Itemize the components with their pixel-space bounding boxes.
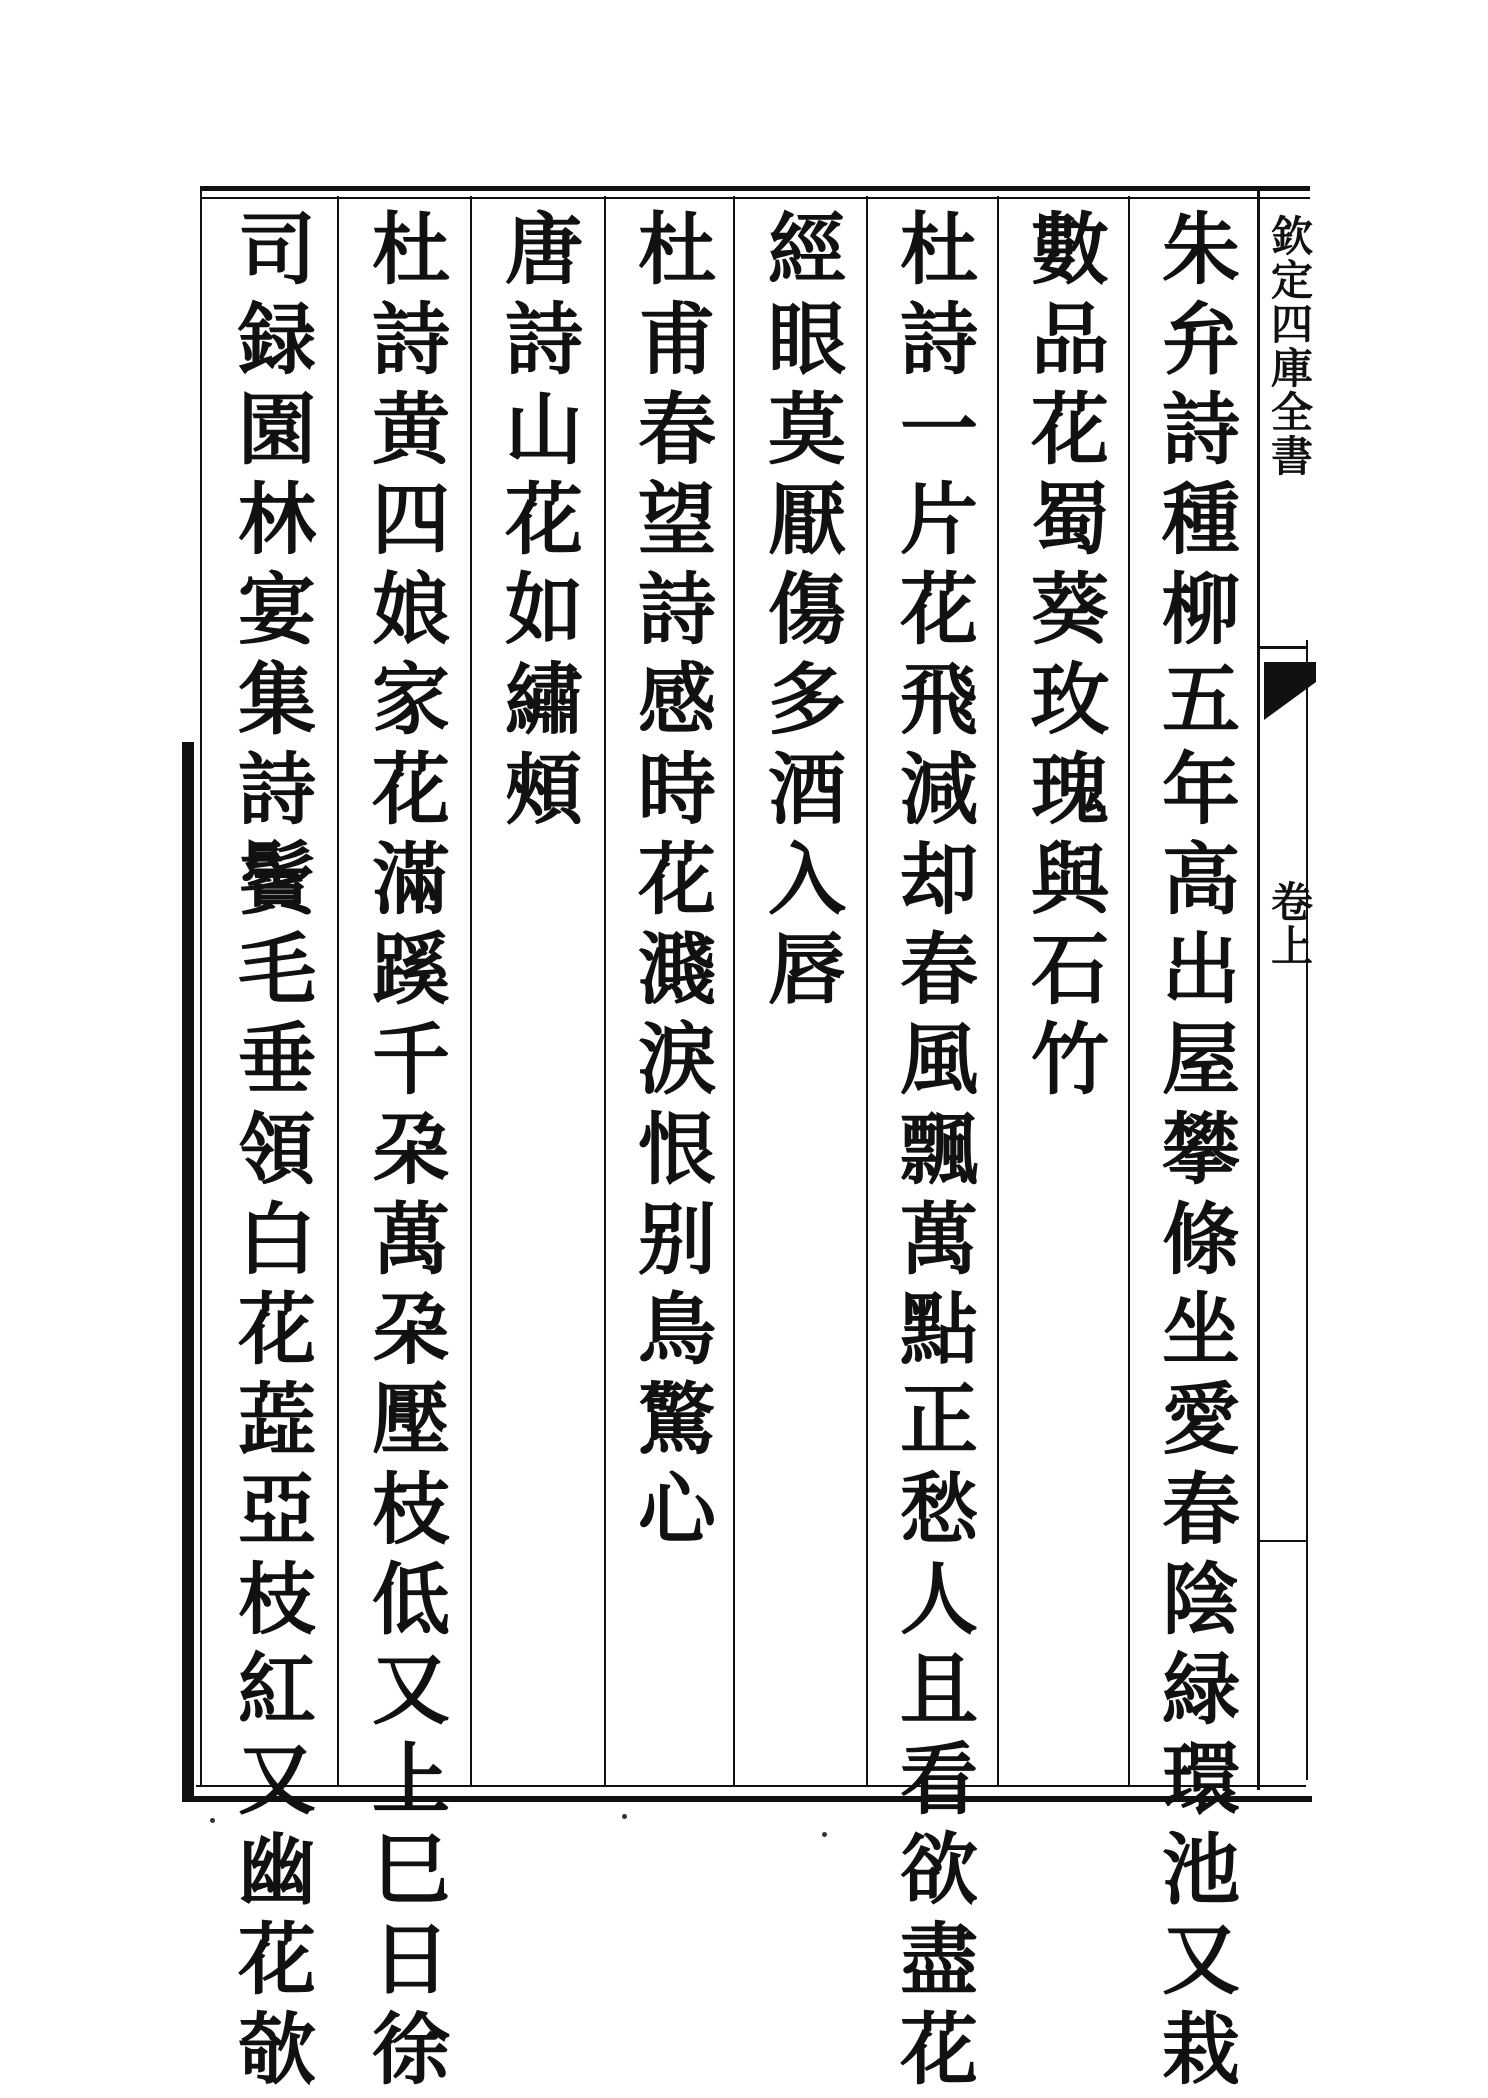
text-column-1 [1134,208,1254,2098]
margin-divider [1258,646,1308,649]
column-text: 唐詩山花如繡頰 [492,208,583,838]
fish-tail-icon [1264,662,1316,720]
column-text: 司録園林宴集詩鬢毛垂領白花蕋亞枝紅又幽花欹 [225,208,316,2098]
column-rule [337,196,339,1786]
column-text: 杜甫春望詩感時花濺淚恨别鳥驚心 [625,208,716,1558]
frame-left-inner-line [200,186,202,1786]
margin-title-text: 欽定四庫全書 [1265,214,1314,478]
frame-top-line-thin [200,197,1310,199]
column-text: 數品花蜀葵玫瑰與石竹 [1018,208,1109,1108]
text-column-4 [740,208,860,1018]
column-rule [733,196,735,1786]
column-text: 杜詩一片花飛減却春風飄萬點正愁人且看欲盡花 [887,208,978,2098]
column-text: 朱弁詩種柳五年高出屋攀條坐愛春陰緑環池又栽 [1149,208,1240,2098]
column-rule [997,196,999,1786]
frame-left-line [182,742,194,1802]
frame-top-line [200,186,1310,191]
column-rule [1128,196,1130,1786]
margin-volume [1262,880,1316,968]
ink-speck [822,1832,827,1837]
column-rule [866,196,868,1786]
column-text: 杜詩黄四娘家花滿蹊千朶萬朶壓枝低又上巳日徐 [359,208,450,2098]
margin-rule-outer [1306,640,1308,1780]
column-text: 經眼莫厭傷多酒入唇 [755,208,846,1018]
column-rule [604,196,606,1786]
text-column-3 [872,208,992,2098]
column-rule [470,196,472,1786]
text-column-2 [1003,208,1123,1108]
text-column-6 [477,208,597,838]
text-column-8 [210,208,330,2098]
ink-speck [622,1814,627,1819]
text-column-5 [610,208,730,1558]
ink-speck [210,1818,215,1823]
text-column-7 [344,208,464,2098]
margin-title [1262,214,1316,478]
margin-volume-text: 卷上 [1265,880,1314,968]
margin-divider [1258,1540,1308,1542]
